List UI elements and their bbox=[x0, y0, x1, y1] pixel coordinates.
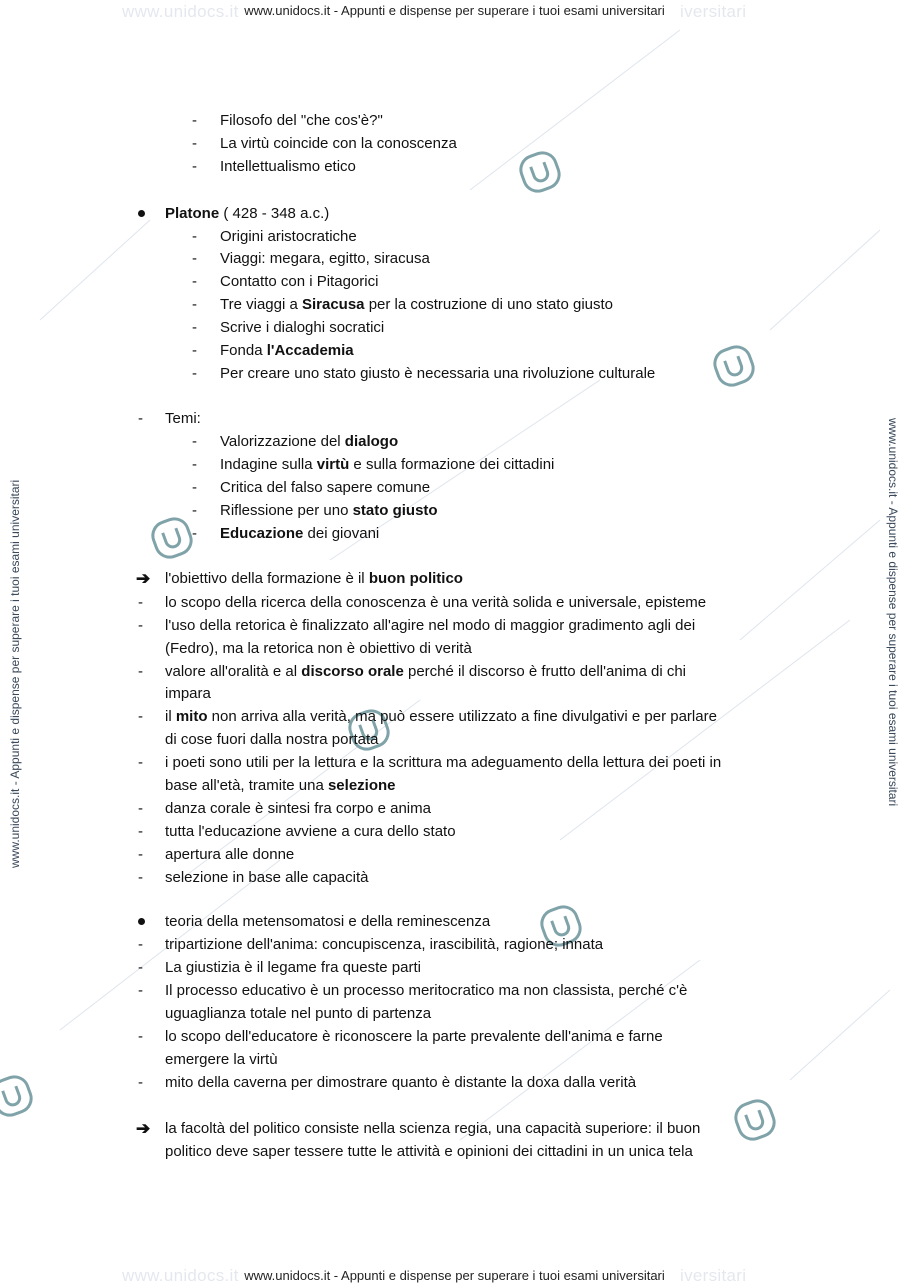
heading-dates: ( 428 - 348 a.c.) bbox=[219, 205, 330, 222]
dash-marker: - bbox=[138, 410, 143, 427]
text-run: Valorizzazione del bbox=[220, 433, 345, 450]
dash-marker: - bbox=[138, 1028, 143, 1045]
temi-label: Temi: bbox=[165, 410, 201, 427]
dash-marker: - bbox=[192, 525, 197, 542]
list-item-continuation: di cose fuori dalla nostra portata bbox=[165, 731, 379, 748]
section-heading-platone bbox=[165, 202, 329, 225]
dash-marker: - bbox=[192, 502, 197, 519]
dash-marker: - bbox=[138, 982, 143, 999]
list-item: la facoltà del politico consiste nella scienza regia, una capacità superiore: il buon bbox=[165, 1120, 701, 1137]
dash-marker: - bbox=[192, 296, 197, 313]
watermark-ghost-bottom-right: iversitari bbox=[680, 1266, 747, 1285]
emphasis: selezione bbox=[327, 777, 396, 794]
list-item-continuation: impara bbox=[165, 685, 211, 702]
list-item: i poeti sono utili per la lettura e la scrittura ma adeguamento della lettura dei poeti in bbox=[165, 754, 722, 771]
list-item-continuation: uguaglianza totale nel punto di partenza bbox=[165, 1005, 432, 1022]
list-item: La virtù coincide con la conoscenza bbox=[220, 135, 457, 152]
dash-marker: - bbox=[138, 754, 143, 771]
unidocs-logo-icon bbox=[731, 1096, 779, 1144]
dash-marker: - bbox=[138, 846, 143, 863]
emphasis: l'Accademia bbox=[266, 342, 354, 359]
arrow-right-icon: ➔ bbox=[136, 569, 151, 588]
list-item: Origini aristocratiche bbox=[220, 228, 357, 245]
list-item: selezione in base alle capacità bbox=[165, 869, 369, 886]
dash-marker: - bbox=[138, 823, 143, 840]
dash-marker: - bbox=[138, 959, 143, 976]
list-item: tripartizione dell'anima: concupiscenza, irascibilità, ragione; innata bbox=[165, 936, 604, 953]
unidocs-logo-icon bbox=[0, 1072, 36, 1120]
text-run: Tre viaggi a bbox=[220, 296, 302, 313]
unidocs-logo-icon bbox=[516, 148, 564, 196]
watermark-ghost-bottom-left: www.unidocs.it bbox=[122, 1266, 239, 1285]
text-run: non arriva alla verità, ma può essere utilizzato a fine divulgativi e per parlare bbox=[207, 708, 717, 725]
emphasis: mito bbox=[175, 708, 208, 725]
list-item-continuation: emergere la virtù bbox=[165, 1051, 278, 1068]
text-run: Indagine sulla bbox=[220, 456, 317, 473]
list-item: Scrive i dialoghi socratici bbox=[220, 319, 385, 336]
dash-marker: - bbox=[192, 319, 197, 336]
list-item bbox=[220, 430, 398, 453]
watermark-footer: www.unidocs.it - Appunti e dispense per superare i tuoi esami universitari bbox=[244, 1268, 665, 1283]
list-item: l'uso della retorica è finalizzato all'agire nel modo di maggior gradimento agli dei bbox=[165, 617, 696, 634]
dash-marker: - bbox=[192, 135, 197, 152]
dash-marker: - bbox=[192, 273, 197, 290]
list-item: Contatto con i Pitagorici bbox=[220, 273, 379, 290]
list-item: Filosofo del "che cos'è?" bbox=[220, 112, 383, 129]
list-item bbox=[220, 522, 379, 545]
text-run: l'obiettivo della formazione è il bbox=[165, 570, 369, 587]
list-item-continuation: (Fedro), ma la retorica non è obiettivo di verità bbox=[165, 640, 472, 657]
list-item bbox=[220, 339, 354, 362]
arrow-right-icon: ➔ bbox=[136, 1119, 151, 1138]
text-run: per la costruzione di uno stato giusto bbox=[364, 296, 614, 313]
watermark-ghost-top-right: iversitari bbox=[680, 2, 747, 21]
bullet-dot-icon bbox=[138, 210, 145, 217]
dash-marker: - bbox=[192, 228, 197, 245]
emphasis: buon politico bbox=[368, 570, 463, 587]
list-item bbox=[165, 567, 463, 590]
dash-marker: - bbox=[138, 708, 143, 725]
list-item bbox=[165, 705, 717, 728]
dash-marker: - bbox=[192, 342, 197, 359]
list-item: Intellettualismo etico bbox=[220, 158, 356, 175]
dash-marker: - bbox=[138, 869, 143, 886]
dash-marker: - bbox=[138, 936, 143, 953]
emphasis: discorso orale bbox=[301, 663, 404, 680]
list-item: apertura alle donne bbox=[165, 846, 295, 863]
list-item: teoria della metensomatosi e della reminescenza bbox=[165, 913, 491, 930]
heading-name: Platone bbox=[165, 205, 220, 222]
unidocs-logo-icon bbox=[710, 342, 758, 390]
text-run: e sulla formazione dei cittadini bbox=[349, 456, 555, 473]
list-item: Per creare uno stato giusto è necessaria una rivoluzione culturale bbox=[220, 365, 656, 382]
dash-marker: - bbox=[138, 800, 143, 817]
emphasis: stato giusto bbox=[352, 502, 438, 519]
list-item: Il processo educativo è un processo meritocratico ma non classista, perché c'è bbox=[165, 982, 688, 999]
emphasis: virtù bbox=[316, 456, 350, 473]
dash-marker: - bbox=[192, 112, 197, 129]
emphasis: Siracusa bbox=[301, 296, 365, 313]
list-item: Viaggi: megara, egitto, siracusa bbox=[220, 250, 430, 267]
dash-marker: - bbox=[138, 1074, 143, 1091]
list-item: lo scopo dell'educatore è riconoscere la parte prevalente dell'anima e farne bbox=[165, 1028, 663, 1045]
list-item: mito della caverna per dimostrare quanto è distante la doxa dalla verità bbox=[165, 1074, 637, 1091]
list-item-continuation: politico deve saper tessere tutte le attività e opinioni dei cittadini in un unica tela bbox=[165, 1143, 693, 1160]
list-item: Critica del falso sapere comune bbox=[220, 479, 431, 496]
dash-marker: - bbox=[192, 158, 197, 175]
text-run: il bbox=[165, 708, 176, 725]
dash-marker: - bbox=[138, 663, 143, 680]
list-item: tutta l'educazione avviene a cura dello stato bbox=[165, 823, 456, 840]
watermark-side-right: www.unidocs.it - Appunti e dispense per superare i tuoi esami universitari bbox=[886, 418, 900, 807]
watermark-side-left: www.unidocs.it - Appunti e dispense per superare i tuoi esami universitari bbox=[8, 479, 22, 868]
dash-marker: - bbox=[138, 617, 143, 634]
bullet-dot-icon bbox=[138, 918, 145, 925]
list-item bbox=[220, 453, 554, 476]
text-run: perché il discorso è frutto dell'anima di chi bbox=[403, 663, 686, 680]
dash-marker: - bbox=[192, 365, 197, 382]
list-item-continuation bbox=[165, 774, 396, 797]
text-run: base all'età, tramite una bbox=[165, 777, 328, 794]
unidocs-logo-icon bbox=[148, 514, 196, 562]
text-run: Riflessione per uno bbox=[220, 502, 353, 519]
dash-marker: - bbox=[192, 433, 197, 450]
emphasis: Educazione bbox=[220, 525, 304, 542]
list-item bbox=[220, 293, 613, 316]
dash-marker: - bbox=[192, 479, 197, 496]
list-item bbox=[220, 499, 438, 522]
list-item: lo scopo della ricerca della conoscenza è una verità solida e universale, episteme bbox=[165, 594, 707, 611]
watermark-ghost-top-left: www.unidocs.it bbox=[122, 2, 239, 21]
text-run: dei giovani bbox=[303, 525, 380, 542]
list-item: La giustizia è il legame fra queste parti bbox=[165, 959, 421, 976]
dash-marker: - bbox=[192, 250, 197, 267]
emphasis: dialogo bbox=[344, 433, 399, 450]
list-item: danza corale è sintesi fra corpo e anima bbox=[165, 800, 431, 817]
text-run: valore all'oralità e al bbox=[165, 663, 302, 680]
dash-marker: - bbox=[192, 456, 197, 473]
list-item bbox=[165, 660, 686, 683]
dash-marker: - bbox=[138, 594, 143, 611]
text-run: Fonda bbox=[220, 342, 267, 359]
watermark-header: www.unidocs.it - Appunti e dispense per superare i tuoi esami universitari bbox=[244, 3, 665, 18]
